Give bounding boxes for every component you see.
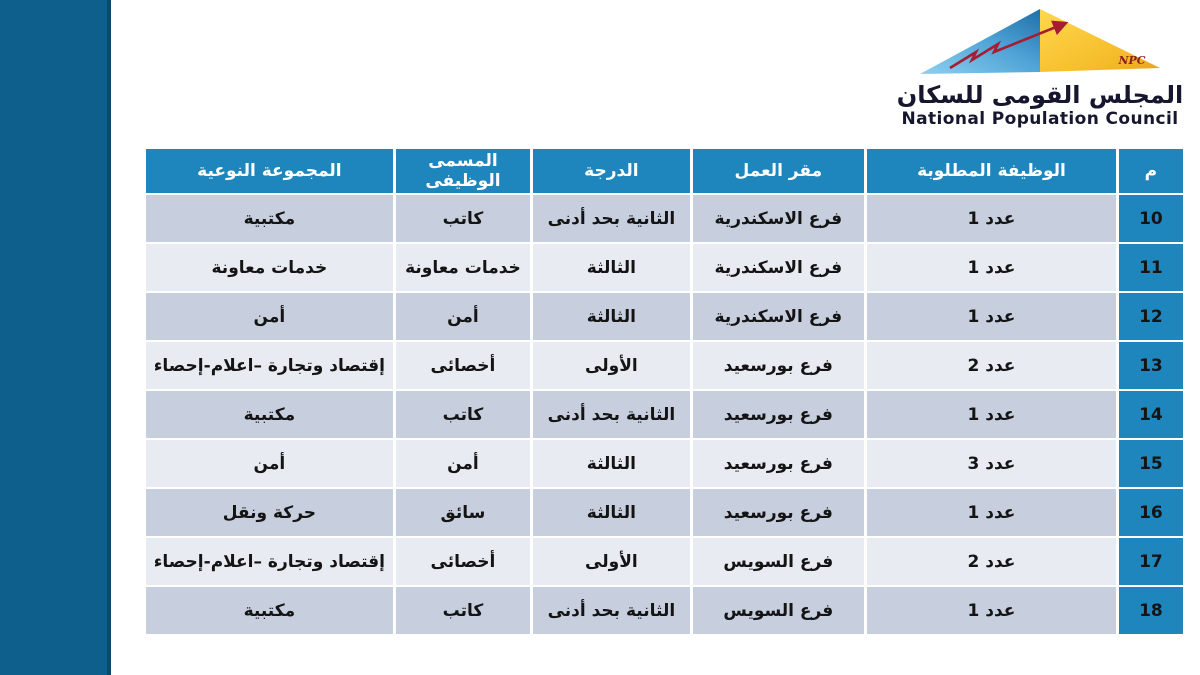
cell-group: خدمات معاونة — [146, 244, 393, 291]
cell-count: عدد 1 — [867, 293, 1116, 340]
cell-group: حركة ونقل — [146, 489, 393, 536]
cell-count: عدد 2 — [867, 538, 1116, 585]
cell-location: فرع بورسعيد — [693, 440, 865, 487]
cell-group: مكتبية — [146, 587, 393, 634]
vacancies-table — [143, 147, 1186, 636]
cell-count: عدد 1 — [867, 489, 1116, 536]
table-row — [146, 489, 1183, 536]
cell-grade: الثانية بحد أدنى — [533, 587, 689, 634]
cell-title: كاتب — [396, 195, 530, 242]
cell-title: أخصائى — [396, 538, 530, 585]
cell-location: فرع الاسكندرية — [693, 293, 865, 340]
cell-grade: الثالثة — [533, 293, 689, 340]
cell-location: فرع بورسعيد — [693, 391, 865, 438]
table-row — [146, 293, 1183, 340]
cell-title: كاتب — [396, 587, 530, 634]
cell-serial: 15 — [1119, 440, 1183, 487]
cell-title: أمن — [396, 293, 530, 340]
table-row — [146, 195, 1183, 242]
cell-location: فرع بورسعيد — [693, 489, 865, 536]
cell-group: أمن — [146, 293, 393, 340]
table-row — [146, 342, 1183, 389]
cell-location: فرع بورسعيد — [693, 342, 865, 389]
cell-serial: 12 — [1119, 293, 1183, 340]
cell-title: أمن — [396, 440, 530, 487]
cell-count: عدد 1 — [867, 391, 1116, 438]
cell-serial: 14 — [1119, 391, 1183, 438]
cell-serial: 10 — [1119, 195, 1183, 242]
header-job-title: المسمى الوظيفى — [396, 149, 530, 193]
cell-title: أخصائى — [396, 342, 530, 389]
cell-location: فرع السويس — [693, 538, 865, 585]
header-work-location: مقر العمل — [693, 149, 865, 193]
cell-group: إقتصاد وتجارة –اعلام-إحصاء — [146, 342, 393, 389]
cell-title: كاتب — [396, 391, 530, 438]
npc-logo — [895, 6, 1185, 129]
table-row — [146, 391, 1183, 438]
npc-acronym: NPC — [1118, 54, 1146, 67]
cell-location: فرع السويس — [693, 587, 865, 634]
cell-grade: الأولى — [533, 538, 689, 585]
cell-count: عدد 1 — [867, 244, 1116, 291]
cell-serial: 18 — [1119, 587, 1183, 634]
cell-grade: الثانية بحد أدنى — [533, 195, 689, 242]
table-row — [146, 244, 1183, 291]
logo-title-english: National Population Council — [901, 109, 1179, 130]
cell-serial: 11 — [1119, 244, 1183, 291]
cell-group: مكتبية — [146, 195, 393, 242]
table-header-row — [146, 149, 1183, 193]
left-accent-bar — [0, 0, 111, 675]
cell-grade: الثانية بحد أدنى — [533, 391, 689, 438]
cell-serial: 13 — [1119, 342, 1183, 389]
header-qualitative-group: المجموعة النوعية — [146, 149, 393, 193]
cell-grade: الثالثة — [533, 489, 689, 536]
cell-serial: 17 — [1119, 538, 1183, 585]
header-serial: م — [1119, 149, 1183, 193]
table-row — [146, 440, 1183, 487]
table-row — [146, 538, 1183, 585]
header-required-position: الوظيفة المطلوبة — [867, 149, 1116, 193]
cell-count: عدد 2 — [867, 342, 1116, 389]
cell-title: خدمات معاونة — [396, 244, 530, 291]
cell-group: أمن — [146, 440, 393, 487]
cell-serial: 16 — [1119, 489, 1183, 536]
cell-count: عدد 1 — [867, 587, 1116, 634]
cell-group: إقتصاد وتجارة –اعلام-إحصاء — [146, 538, 393, 585]
cell-title: سائق — [396, 489, 530, 536]
table-row — [146, 587, 1183, 634]
logo-title-arabic: المجلس القومى للسكان — [896, 81, 1184, 109]
cell-count: عدد 1 — [867, 195, 1116, 242]
cell-location: فرع الاسكندرية — [693, 244, 865, 291]
cell-location: فرع الاسكندرية — [693, 195, 865, 242]
cell-grade: الأولى — [533, 342, 689, 389]
npc-triangle-icon — [918, 6, 1162, 80]
cell-count: عدد 3 — [867, 440, 1116, 487]
cell-group: مكتبية — [146, 391, 393, 438]
cell-grade: الثالثة — [533, 244, 689, 291]
header-grade: الدرجة — [533, 149, 689, 193]
cell-grade: الثالثة — [533, 440, 689, 487]
